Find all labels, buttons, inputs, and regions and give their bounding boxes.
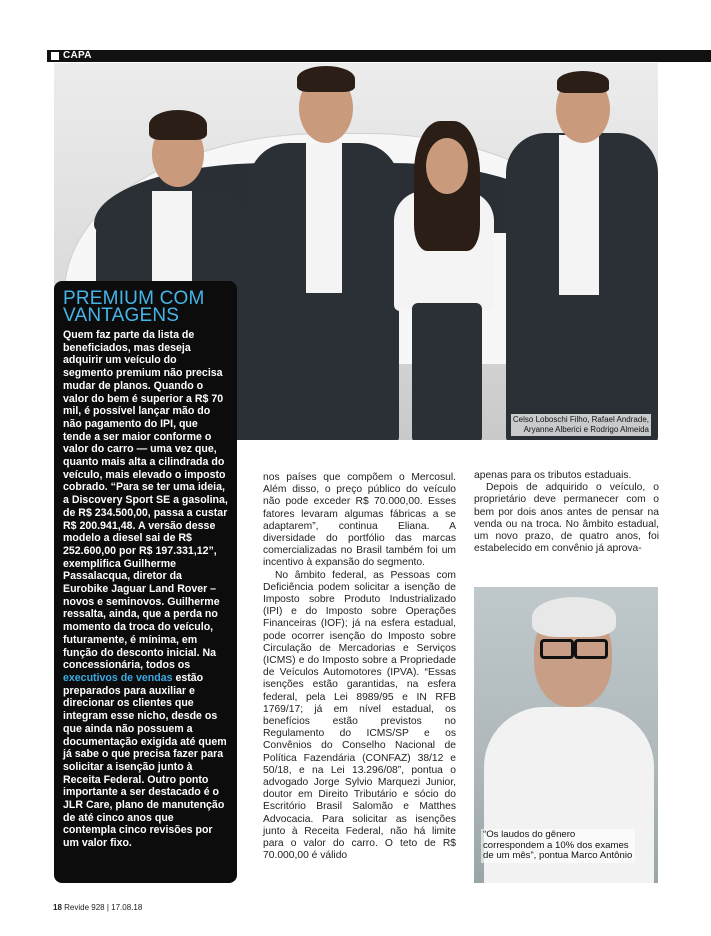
magazine-name: Revide 928 — [64, 903, 105, 912]
sidebar-text-after: estão preparados para auxiliar e direcionar os clientes que integram esse nicho, desde os que ainda não possuem a documentação exigida até quem já sabe o que precisa fazer para solicitar a isenção junto à Receita Federal. Outro ponto importante a ser destacado é o JLR Care, plano de manutenção de até cinco anos que contempla cinco revisões por um valor fixo. — [63, 671, 227, 850]
square-icon — [51, 52, 59, 60]
sidebar-body — [63, 329, 228, 850]
sidebar-text-before: Quem faz parte da lista de beneficiados, mas deseja adquirir um veículo do segmento premium não precisa mudar de planos. Quando o valor do bem é superior a R$ 70 mil, é possível lançar mão do não pagamento do IPI, que tende a ser maior conforme o valor do carro — uma vez que, quanto mais alta a cilindrada do veículo, mais elevado o imposto cobrado. “Para se ter uma ideia, a Discovery Sport SE a gasolina, de R$ 234.500,00, passa a custar R$ 200.941,48. A versão desse modelo a diesel sai de R$ 252.600,00 por R$ 197.331,12”, exemplifica Guilherme Passalacqua, diretor da Eurobike Jaguar Land Rover – novos e seminovos. Guilherme ressalta, ainda, que a perda no momento da troca do veículo, futuramente, é mínima, em função do desconto inicial. Na concessionária, todos os — [63, 329, 228, 672]
sidebar-title-line-2: VANTAGENS — [63, 305, 180, 326]
caption-line-2: Aryanne Alberici e Rodrigo Almeida — [523, 425, 649, 434]
sidebar-title — [63, 290, 228, 324]
sidebar-title-line-1: PREMIUM COM — [63, 288, 205, 309]
caption-line-1: Celso Loboschi Filho, Rafael Andrade, — [512, 415, 649, 424]
paragraph: nos países que compõem o Mercosul. Além disso, o preço público do veículo não pode exceder R$ 70.000,00. Esses fatores levaram algumas fábricas a se adaptarem”, continua Eliana. A diversidade do portfólio das marcas comercializadas no Brasil também foi um incentivo à expansão do segmento. — [263, 472, 456, 569]
article-column-3 — [474, 470, 659, 555]
sidebar-highlight: executivos de vendas — [63, 671, 173, 684]
paragraph: apenas para os tributos estaduais. — [474, 470, 632, 481]
page-footer: 18 Revide 928 | 17.08.18 — [53, 903, 143, 912]
portrait-caption: “Os laudos do gênero correspondem a 10% dos exames de um mês”, pontua Marco Antônio — [481, 829, 635, 863]
section-header-bar — [47, 50, 711, 62]
group-photo-caption — [511, 414, 651, 436]
section-label: CAPA — [63, 50, 92, 61]
page-number: 18 — [53, 903, 62, 912]
issue-date: 17.08.18 — [111, 903, 143, 912]
paragraph: Depois de adquirido o veículo, o proprietário deve permanecer com o bem por dois anos antes de pensar na venda ou na troca. No âmbito estadual, um novo prazo, de quatro anos, foi estabelecido em convênio já aprova- — [474, 482, 659, 555]
paragraph: No âmbito federal, as Pessoas com Deficiência podem solicitar a isenção de Imposto sobre Produto Industrializado (IPI) e do Imposto sobre Operações Financeiras (IOF); já na esfera estadual, pode ocorrer isenção do Imposto sobre Circulação de Mercadorias e Serviços (ICMS) e do Imposto sobre a Propriedade de Veículos Automotores (IPVA). “Essas isenções estão garantidas, na esfera federal, pela Lei 8989/95 e IN RFB 1769/17; já em nível estadual, os benefícios estão previstos no Regulamento do ICMS/SP e os Convênios do Conselho Nacional de Política Fazendária (CONFAZ) 38/12 e 50/18, e na Lei 13.296/08”, pontua o advogado Jorge Sylvio Marquezi Junior, doutor em Direito Tributário e sócio do Escritório Brasil Salomão e Matthes Advocacia. Para solicitar as isenções junto à Receita Federal, não há limite para o valor do carro. O teto de R$ 70.000,00 é válido — [263, 569, 456, 862]
sidebar-box — [54, 281, 237, 883]
article-column-2 — [263, 472, 456, 863]
